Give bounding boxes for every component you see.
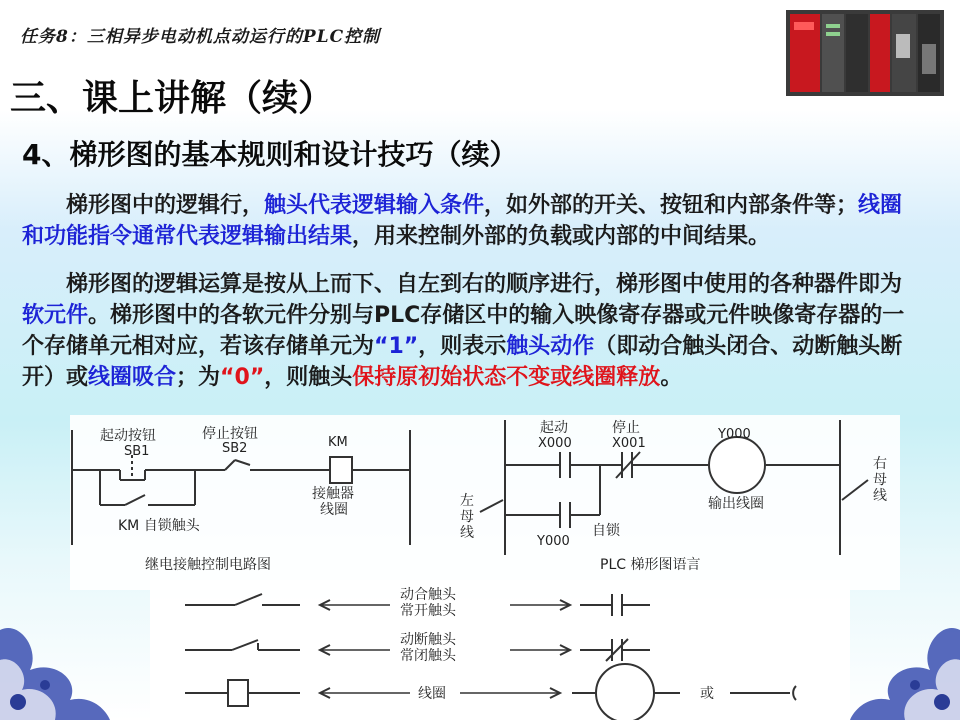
plc-x000-label: X000 [538, 436, 572, 451]
p2-text-7: 。 [660, 365, 683, 390]
p2-highlight-2: “1” [374, 334, 419, 359]
section-title: 三、课上讲解（续） [10, 78, 335, 119]
p2-red-1: “0” [220, 365, 265, 390]
p1-text-1: 梯形图中的逻辑行， [66, 193, 265, 218]
plc-y000-label: Y000 [718, 427, 751, 442]
legend-nc-contact-label-1: 动断触头 [400, 632, 456, 648]
p2-text-6: ，则触头 [264, 365, 353, 390]
task-title: 任务8：三相异步电动机点动运行的PLC控制 [20, 27, 381, 47]
relay-coil-label-2: 线圈 [320, 502, 348, 518]
p1-highlight-1: 触头代表逻辑输入条件 [264, 193, 485, 218]
plc-stop-label: 停止 [612, 420, 640, 436]
p1-highlight-2: 线圈和功能指令通常代表逻辑输出结果 [22, 193, 903, 249]
plc-left-bus-label-1: 左 [460, 493, 474, 509]
paragraph-logic-operation [22, 269, 922, 393]
plc-left-bus-label-2: 母 [460, 509, 474, 525]
p2-text-3: ，则表示 [418, 334, 507, 359]
relay-km-label: KM [328, 435, 348, 450]
plc-right-bus-label-2: 母 [873, 472, 887, 488]
relay-self-lock-label: KM 自锁触头 [118, 518, 200, 534]
plc-left-bus-label-3: 线 [460, 525, 474, 541]
p2-text-1: 梯形图的逻辑运算是按从上而下、自左到右的顺序进行，梯形图中使用的各种器件即为 [66, 272, 903, 297]
legend-nc-contact-label-2: 常闭触头 [400, 648, 456, 664]
plc-y000-lock-label: Y000 [537, 534, 570, 549]
relay-start-button-label: 起动按钮 [100, 428, 156, 444]
paragraph-logic-rows [22, 190, 922, 252]
p2-text-2: 。梯形图中的各软元件分别与PLC存储区中的输入映像寄存器或元件映像寄存器的一个存储单元相对应，若该存储单元为 [22, 303, 905, 359]
p1-text-3: ，用来控制外部的负载或内部的中间结果。 [352, 224, 771, 249]
legend-no-contact-label-2: 常开触头 [400, 603, 456, 619]
plc-start-label: 起动 [540, 420, 568, 436]
plc-output-coil-label: 输出线圈 [708, 496, 764, 512]
legend-coil-label: 线圈 [418, 686, 446, 702]
plc-right-bus-label-1: 右 [873, 456, 887, 472]
plc-self-lock-label: 自锁 [592, 523, 620, 539]
plc-right-bus-label-3: 线 [873, 488, 887, 504]
corner-ornament-right [850, 590, 960, 720]
relay-caption: 继电接触控制电路图 [145, 557, 271, 573]
p1-text-2: ，如外部的开关、按钮和内部条件等； [484, 193, 859, 218]
legend-no-contact-label-1: 动合触头 [400, 587, 456, 603]
legend-or-label: 或 [700, 686, 714, 702]
circuit-diagrams [0, 410, 960, 720]
plc-caption: PLC 梯形图语言 [600, 557, 701, 573]
p2-text-4: （即动合触头闭合、动断触头断开）或 [22, 334, 903, 390]
p2-highlight-3: 触头动作 [506, 334, 595, 359]
p2-text-5: ；为 [176, 365, 221, 390]
relay-sb1-label: SB1 [124, 444, 150, 459]
corner-ornament-left [0, 590, 110, 720]
subsection-title: 4、梯形图的基本规则和设计技巧（续） [22, 138, 518, 171]
relay-stop-button-label: 停止按钮 [202, 426, 258, 442]
p2-red-2: 保持原初始状态不变或线圈释放 [352, 365, 661, 390]
relay-sb2-label: SB2 [222, 441, 248, 456]
p2-highlight-4: 线圈吸合 [88, 365, 177, 390]
p2-highlight-1: 软元件 [22, 303, 89, 328]
plc-x001-label: X001 [612, 436, 646, 451]
plc-hardware-image [780, 4, 948, 102]
relay-coil-label-1: 接触器 [312, 486, 354, 502]
